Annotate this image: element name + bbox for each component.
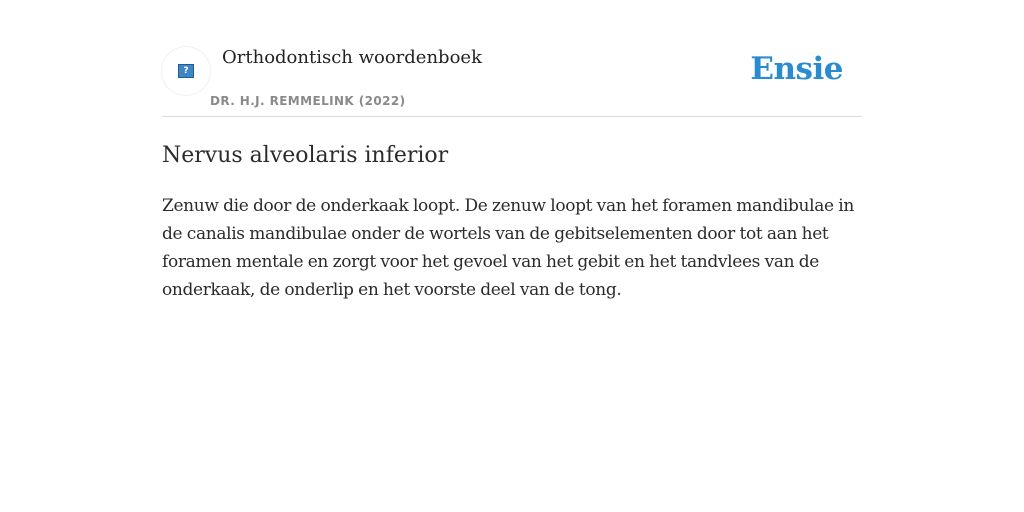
entry-card [162,46,862,304]
entry-title: Nervus alveolaris inferior [162,143,449,168]
entry-definition: Zenuw die door de onderkaak loopt. De zenuw loopt van het foramen mandibulae in de canalis mandibulae onder de wortels van de gebitselementen door tot aan het foramen mentale en zorgt voor het gevoel van het gebit en het tandvlees van de onderkaak, de onderlip en het voorste deel van de tong. [162,196,854,300]
dictionary-icon[interactable] [162,47,210,95]
question-mark-icon: ? [178,64,194,78]
ensie-logo[interactable]: Ensie [750,51,843,87]
entry-header [162,46,862,117]
source-title[interactable]: Orthodontisch woordenboek [222,47,482,68]
source-author: DR. H.J. REMMELINK (2022) [210,94,406,108]
